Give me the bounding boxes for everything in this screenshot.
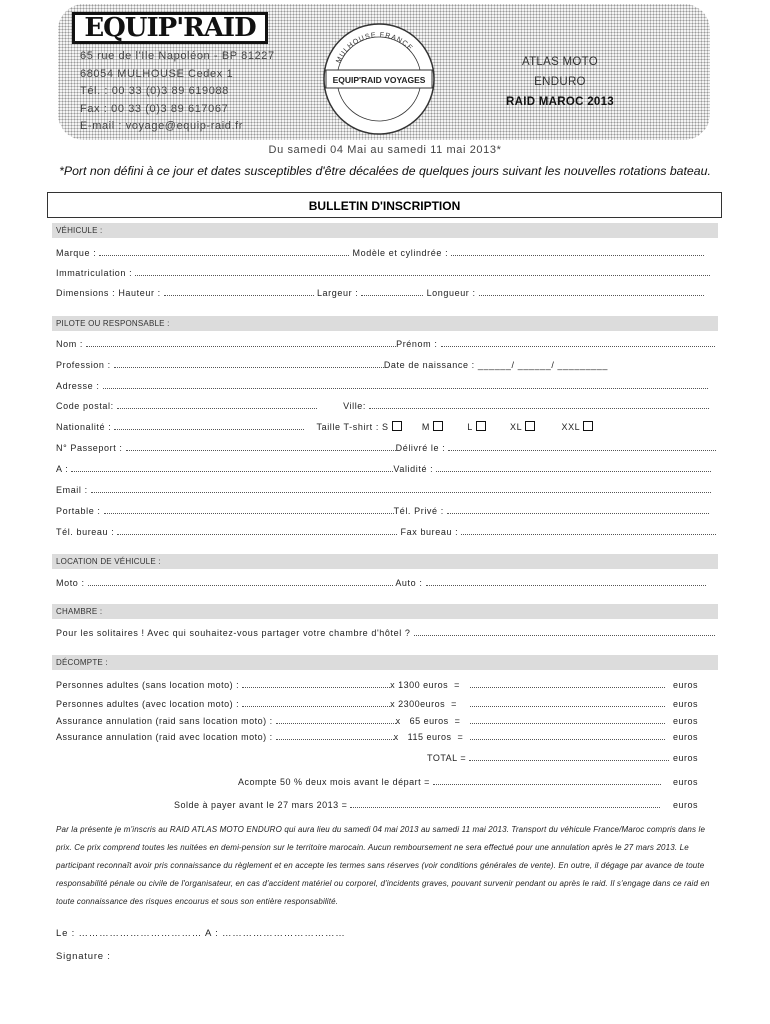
- tshirt-xxl-checkbox[interactable]: [583, 421, 593, 431]
- length-label: Longueur :: [423, 288, 479, 298]
- event-info: [490, 52, 630, 112]
- section-room: CHAMBRE :: [52, 604, 718, 619]
- profession-field[interactable]: [56, 358, 384, 372]
- date-place-line: [56, 928, 346, 939]
- height-label: Dimensions : Hauteur :: [56, 288, 164, 298]
- width-label: Largeur :: [313, 288, 362, 298]
- billing-amount: [470, 730, 665, 744]
- validity-field[interactable]: [393, 462, 711, 476]
- billing-amount: [470, 714, 665, 728]
- vehicle-row-2: [56, 266, 716, 280]
- company-stamp: [320, 20, 438, 138]
- letterhead: [58, 4, 710, 140]
- billing-qty-field[interactable]: [242, 697, 390, 707]
- pilot-row-work: [56, 525, 716, 539]
- email-label: Email :: [56, 485, 91, 495]
- nationality-field[interactable]: [56, 420, 304, 434]
- registration-field[interactable]: [56, 266, 710, 280]
- stamp-center-text: EQUIP'RAID VOYAGES: [332, 75, 426, 85]
- billing-label: Personnes adultes (avec location moto) :: [56, 699, 243, 709]
- size-xxl-label: XXL: [561, 422, 581, 432]
- width-field[interactable]: [314, 286, 424, 300]
- address-label: Adresse :: [56, 381, 103, 391]
- billing-price: x 2300euros =: [390, 699, 457, 709]
- vehicle-row-1: [56, 246, 716, 260]
- email-line: E-mail : voyage@equip-raid.fr: [80, 120, 244, 132]
- size-m-label: M: [421, 422, 430, 432]
- issued-label: Délivré le :: [395, 443, 449, 453]
- brand-field[interactable]: [56, 246, 349, 260]
- vehicle-row-3: [56, 286, 716, 300]
- registration-label: Immatriculation :: [56, 268, 136, 278]
- billing-price: x 115 euros =: [393, 732, 464, 742]
- nationality-label: Nationalité :: [56, 422, 115, 432]
- tshirt-m-checkbox[interactable]: [433, 421, 443, 431]
- pilot-row-address: [56, 379, 716, 393]
- tshirt-label: Taille T-shirt : S: [316, 422, 389, 432]
- phone-line: Tél. : 00 33 (0)3 89 619088: [80, 85, 229, 97]
- email-field[interactable]: [56, 483, 711, 497]
- city-field[interactable]: [343, 399, 709, 413]
- passport-label: N° Passeport :: [56, 443, 126, 453]
- pilot-row-name: [56, 337, 716, 351]
- tshirt-l-checkbox[interactable]: [476, 421, 486, 431]
- address-line: 65 rue de l'Ile Napoléon - BP 81227: [80, 50, 275, 62]
- deposit-field[interactable]: [433, 775, 661, 785]
- billing-line: [56, 730, 463, 744]
- pilot-row-nationality: [56, 420, 716, 434]
- event-title: RAID MAROC 2013: [505, 96, 615, 108]
- billing-amount-field[interactable]: [470, 697, 665, 707]
- balance-label: Solde à payer avant le 27 mars 2013 =: [174, 800, 351, 810]
- billing-unit: euros: [673, 777, 699, 787]
- signature-label[interactable]: Signature :: [56, 951, 111, 962]
- total-field[interactable]: [469, 751, 669, 761]
- total-label: TOTAL =: [427, 753, 470, 763]
- pilot-row-passport: [56, 441, 716, 455]
- moto-field[interactable]: [56, 576, 393, 590]
- section-vehicle: VÉHICULE :: [52, 223, 718, 238]
- billing-unit: euros: [673, 699, 699, 709]
- total-line: [427, 751, 669, 765]
- billing-label: Personnes adultes (sans location moto) :: [56, 680, 243, 690]
- billing-amount-field[interactable]: [470, 730, 665, 740]
- moto-label: Moto :: [56, 578, 88, 588]
- terms-paragraph: Par la présente je m'inscris au RAID ATLAS MOTO ENDURO qui aura lieu du samedi 04 mai 2013 au samedi 11 mai 2013. Transport du véhicule France/Maroc compris dans le prix. Ce prix comprend toutes les nuitées en demi-pension sur le territoire marocain. Aucun remboursement ne sera effectué pour une annulation après le 27 mars 2013. Le participant reconnaît avoir pris connaissance du règlement et en accepte les termes sans réserves (voir conditions générales de vente). En outre, il dégage par avance de toute responsabilité pénale ou civile de l'organisateur, en cas d'accident matériel ou corporel, d'incidents graves, pouvant survenir pendant ou après le raid. Il s'engage dans ce raid en toute connaissance des risques encourus et sous son entière responsabilité.: [56, 825, 710, 906]
- rental-row: [56, 576, 716, 590]
- roommate-field[interactable]: [56, 626, 716, 640]
- billing-line: [56, 697, 457, 711]
- billing-unit: euros: [673, 732, 699, 742]
- billing-qty-field[interactable]: [242, 678, 390, 688]
- last-name-field[interactable]: [56, 337, 396, 351]
- balance-field[interactable]: [350, 798, 660, 808]
- billing-line: [56, 714, 460, 728]
- billing-unit: euros: [673, 716, 699, 726]
- form-title: BULLETIN D'INSCRIPTION: [47, 192, 722, 218]
- port-note: *Port non défini à ce jour et dates susceptibles d'être décalées de quelques jours suivant les nouvelles rotations bateau.: [59, 164, 711, 178]
- work-fax-field[interactable]: [397, 525, 716, 539]
- auto-field[interactable]: [393, 576, 706, 590]
- balance-line: [174, 798, 660, 812]
- pilot-row-city: [56, 399, 716, 413]
- height-field[interactable]: [56, 286, 314, 300]
- event-line: ATLAS MOTO: [521, 56, 599, 68]
- model-field[interactable]: [349, 246, 704, 260]
- place-field[interactable]: A : ………………………………: [205, 928, 346, 939]
- billing-unit: euros: [673, 680, 699, 690]
- address-line: 68054 MULHOUSE Cedex 1: [80, 67, 234, 80]
- mobile-label: Portable :: [56, 506, 104, 516]
- passport-field[interactable]: [56, 441, 396, 455]
- pilot-row-mobile: [56, 504, 716, 518]
- deposit-line: [238, 775, 661, 789]
- model-label: Modèle et cylindrée :: [349, 248, 452, 258]
- company-logo: EQUIP'RAID: [72, 12, 268, 44]
- stamp-arc-text: MULHOUSE FRANCE: [335, 31, 414, 65]
- issued-at-label: A :: [56, 464, 72, 474]
- issued-at-field[interactable]: [56, 462, 393, 476]
- validity-label: Validité :: [393, 464, 437, 474]
- event-dates: Du samedi 04 Mai au samedi 11 mai 2013*: [268, 144, 502, 156]
- tshirt-s-checkbox[interactable]: [392, 421, 402, 431]
- postal-code-field[interactable]: [56, 399, 317, 413]
- auto-label: Auto :: [392, 578, 426, 588]
- postal-code-label: Code postal:: [56, 401, 117, 411]
- brand-label: Marque :: [56, 248, 100, 258]
- size-l-label: L: [467, 422, 473, 432]
- pilot-row-profession: [56, 358, 716, 372]
- section-pilot: PILOTE OU RESPONSABLE :: [52, 316, 718, 331]
- pilot-row-issued-at: [56, 462, 716, 476]
- billing-price: x 1300 euros =: [390, 680, 460, 690]
- size-xl-label: XL: [510, 422, 523, 432]
- billing-label: Assurance annulation (raid sans location moto) :: [56, 716, 276, 726]
- mobile-field[interactable]: [56, 504, 394, 518]
- billing-qty-field[interactable]: [276, 730, 394, 740]
- profession-label: Profession :: [56, 360, 114, 370]
- billing-amount: [470, 678, 665, 692]
- last-name-label: Nom :: [56, 339, 87, 349]
- city-label: Ville:: [343, 401, 370, 411]
- work-fax-label: Fax bureau :: [397, 527, 462, 537]
- billing-amount: [470, 697, 665, 711]
- section-rental: LOCATION DE VÉHICULE :: [52, 554, 718, 569]
- work-phone-label: Tél. bureau :: [56, 527, 118, 537]
- billing-label: Assurance annulation (raid avec location moto) :: [56, 732, 276, 742]
- issued-field[interactable]: [396, 441, 716, 455]
- section-billing: DÉCOMPTE :: [52, 655, 718, 670]
- date-field[interactable]: Le : ………………………………: [56, 928, 206, 939]
- tshirt-xl-checkbox[interactable]: [525, 421, 535, 431]
- company-address: [80, 48, 275, 136]
- home-phone-field[interactable]: [394, 504, 709, 518]
- billing-amount-field[interactable]: [470, 678, 665, 688]
- billing-qty-field[interactable]: [276, 714, 396, 724]
- first-name-field[interactable]: [396, 337, 716, 351]
- home-phone-label: Tél. Privé :: [393, 506, 447, 516]
- pilot-row-email: [56, 483, 716, 497]
- birth-date-field[interactable]: [384, 358, 608, 372]
- work-phone-field[interactable]: [56, 525, 397, 539]
- billing-line: [56, 678, 460, 692]
- billing-price: x 65 euros =: [395, 716, 461, 726]
- fax-line: Fax : 00 33 (0)3 89 617067: [80, 102, 229, 115]
- deposit-label: Acompte 50 % deux mois avant le départ =: [238, 777, 433, 787]
- address-field[interactable]: [56, 379, 708, 393]
- birth-date-label: Date de naissance : ______/ ______/ _________: [383, 360, 608, 370]
- event-line: ENDURO: [534, 76, 586, 88]
- room-row: [56, 626, 716, 640]
- length-field[interactable]: [423, 286, 703, 300]
- billing-amount-field[interactable]: [470, 714, 665, 724]
- billing-unit: euros: [673, 800, 699, 810]
- first-name-label: Prénom :: [396, 339, 441, 349]
- billing-unit: euros: [673, 753, 699, 763]
- roommate-label: Pour les solitaires ! Avec qui souhaitez-vous partager votre chambre d'hôtel ?: [56, 628, 414, 638]
